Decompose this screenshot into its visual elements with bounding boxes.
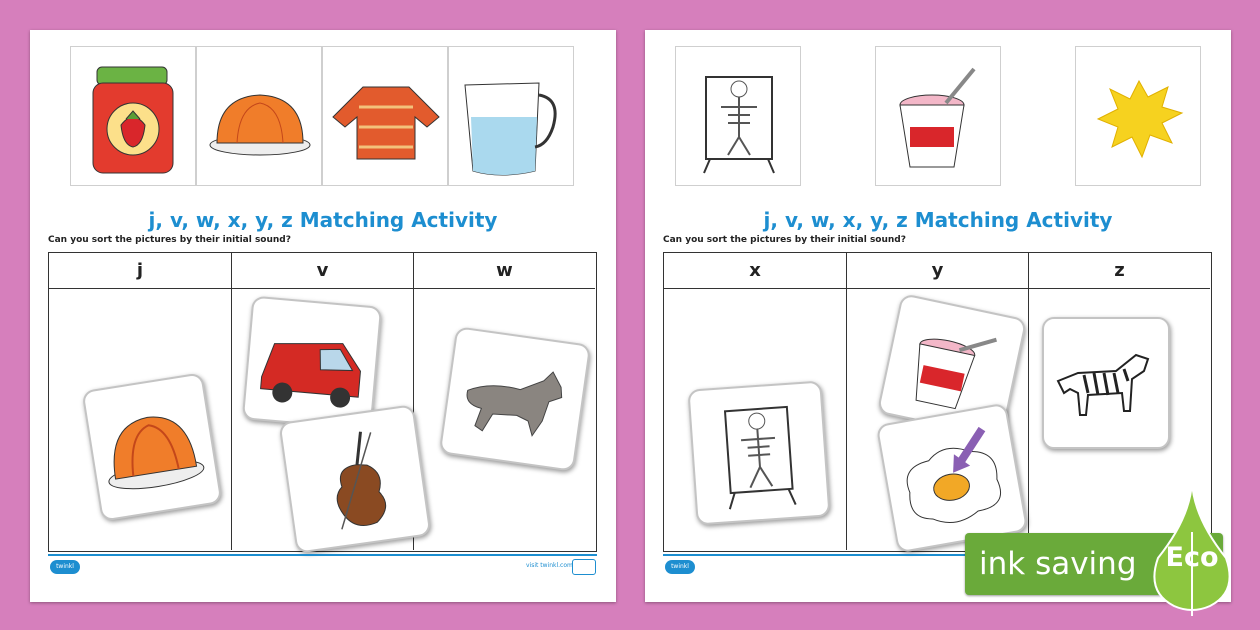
column-header-w: w <box>414 253 595 289</box>
jug-picture <box>449 47 575 187</box>
egg-yolk-picture <box>878 405 1026 551</box>
yellow-splat-picture <box>1076 47 1202 187</box>
column-header-y: y <box>847 253 1028 289</box>
column-header-v: v <box>232 253 413 289</box>
ink-saving-label: ink saving <box>979 546 1137 582</box>
picture-card-zebra[interactable] <box>1042 317 1170 449</box>
twinkl-logo: twinkl <box>665 560 695 574</box>
picture-card-x-ray[interactable] <box>687 380 830 525</box>
picture-card-yolk[interactable] <box>876 403 1029 554</box>
cutout-card-jam <box>70 46 196 186</box>
picture-card-wolf[interactable] <box>439 326 591 472</box>
column-header-x: x <box>664 253 846 289</box>
zebra-picture <box>1044 319 1168 447</box>
footer-badge-icon <box>572 559 596 575</box>
cutout-card-jug <box>448 46 574 186</box>
cutout-card-yellow <box>1075 46 1201 186</box>
jumper-picture <box>323 47 449 187</box>
eco-label: Eco <box>1165 542 1219 573</box>
footer-rule <box>48 554 597 556</box>
worksheet-right <box>645 30 1231 602</box>
cutout-card-x-ray <box>675 46 801 186</box>
sorting-table <box>48 252 597 552</box>
worksheet-title: j, v, w, x, y, z Matching Activity <box>763 208 1113 232</box>
worksheet-footer <box>48 554 597 578</box>
footer-link[interactable]: visit twinkl.com <box>526 562 573 569</box>
worksheet-left <box>30 30 616 602</box>
x-ray-picture <box>690 383 829 524</box>
picture-card-van[interactable] <box>242 296 382 431</box>
sorting-table <box>663 252 1212 552</box>
twinkl-logo: twinkl <box>50 560 80 574</box>
column-header-j: j <box>49 253 231 289</box>
cutout-strip <box>645 30 1231 185</box>
column-header-z: z <box>1029 253 1210 289</box>
violin-picture <box>281 406 430 551</box>
worksheet-instructions: Can you sort the pictures by their initial sound? <box>663 235 906 245</box>
cutout-card-jumper <box>322 46 448 186</box>
picture-card-violin[interactable] <box>278 404 431 554</box>
cutout-card-yoghurt <box>875 46 1001 186</box>
cutout-strip <box>30 30 616 185</box>
x-ray-picture <box>676 47 802 187</box>
jelly-picture <box>84 375 221 520</box>
worksheet-title: j, v, w, x, y, z Matching Activity <box>148 208 498 232</box>
wolf-picture <box>441 328 589 469</box>
van-picture <box>244 298 380 429</box>
jelly-picture <box>197 47 323 187</box>
cutout-card-jelly <box>196 46 322 186</box>
worksheet-instructions: Can you sort the pictures by their initial sound? <box>48 235 291 245</box>
yoghurt-picture <box>876 47 1002 187</box>
picture-card-jelly[interactable] <box>81 372 222 521</box>
jam-picture <box>71 47 197 187</box>
eco-drop <box>1150 482 1234 616</box>
